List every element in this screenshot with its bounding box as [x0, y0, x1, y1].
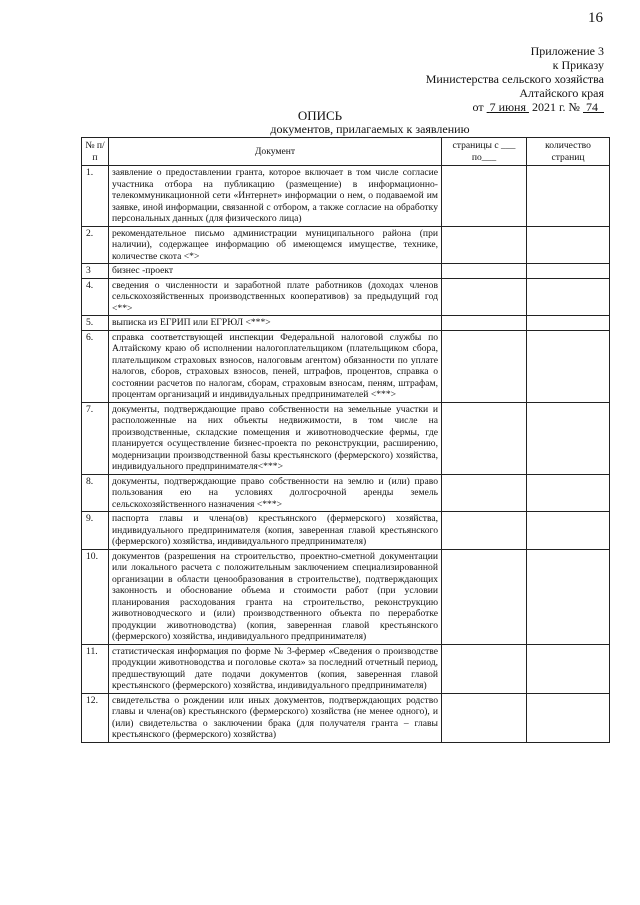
row-number: 6.: [82, 330, 109, 402]
row-number: 5.: [82, 316, 109, 331]
row-pages: [442, 166, 527, 227]
row-page-count: [527, 330, 610, 402]
table-row: [82, 693, 610, 742]
table-row: [82, 278, 610, 316]
row-page-count: [527, 264, 610, 279]
table-header-row: [82, 138, 610, 166]
table-row: [82, 330, 610, 402]
row-document: документов (разрешения на строительство, проектно-сметной документации или локального расчета с положительным заключением специализированной организации в области ценообразования в строительстве), подтверждающих законность и обоснование объема и стоимости работ (при условии планирования расходования гранта на строительство, реконструкцию животноводческого и (или) производственного объекта по переработке продукции животноводства) (копия, заверенная главой крестьянского (фермерского) хозяйства, индивидуального предпринимателя): [109, 549, 442, 644]
appendix-header: [304, 44, 604, 114]
table-row: [82, 264, 610, 279]
row-pages: [442, 316, 527, 331]
table-row: [82, 644, 610, 693]
order-number: 74: [586, 100, 598, 114]
appendix-line-3: Министерства сельского хозяйства: [425, 72, 604, 86]
table-row: [82, 166, 610, 227]
row-document: документы, подтверждающие право собственности на землю и (или) право пользования ею на условиях долгосрочной аренды земель сельскохозяйственного назначения <***>: [109, 474, 442, 512]
row-document: статистическая информация по форме № 3-фермер «Сведения о производстве продукции животноводства и поголовье скота» за последний отчетный период, предшествующий дате подачи документов (копия, заверенная главой крестьянского (фермерского) хозяйства, индивидуального предпринимателя): [109, 644, 442, 693]
date-day-month: 7 июня: [489, 100, 526, 114]
header-num: № п/п: [82, 138, 109, 166]
row-document: выписка из ЕГРИП или ЕГРЮЛ <***>: [109, 316, 442, 331]
row-document: паспорта главы и члена(ов) крестьянского (фермерского) хозяйства, индивидуального предпринимателя (копия, заверенная главой крестьянского (фермерского) хозяйства, индивидуального предпринимателя): [109, 512, 442, 550]
row-number: 2.: [82, 226, 109, 264]
header-page-count: количество страниц: [527, 138, 610, 166]
row-page-count: [527, 226, 610, 264]
row-number: 1.: [82, 166, 109, 227]
row-document: документы, подтверждающие право собственности на земельные участки и расположенные на них объекты недвижимости, в том числе на производственные, складские помещения и животноводческие фермы, где планируется осуществление бизнес-проекта по реконструкции, расширению, модернизации производственной базы крестьянского (фермерского) хозяйства, индивидуального предпринимателя<***>: [109, 402, 442, 474]
row-pages: [442, 693, 527, 742]
table-row: [82, 226, 610, 264]
row-pages: [442, 264, 527, 279]
row-page-count: [527, 693, 610, 742]
row-pages: [442, 278, 527, 316]
table-row: [82, 474, 610, 512]
date-prefix: от: [472, 100, 484, 114]
row-page-count: [527, 512, 610, 550]
appendix-line-4: Алтайского края: [519, 86, 604, 100]
date-year: 2021 г.: [531, 100, 566, 114]
document-subtitle: документов, прилагаемых к заявлению: [270, 122, 470, 136]
row-pages: [442, 512, 527, 550]
table-row: [82, 512, 610, 550]
page-number: 16: [588, 10, 603, 26]
table-row: [82, 402, 610, 474]
number-prefix: №: [568, 100, 580, 114]
row-number: 8.: [82, 474, 109, 512]
row-number: 9.: [82, 512, 109, 550]
row-page-count: [527, 402, 610, 474]
row-page-count: [527, 278, 610, 316]
row-page-count: [527, 474, 610, 512]
row-pages: [442, 474, 527, 512]
row-document: сведения о численности и заработной плате работников (доходах членов сельскохозяйственных производственных кооперативов) за предыдущий год <**>: [109, 278, 442, 316]
row-document: рекомендательное письмо администрации муниципального района (при наличии), содержащее информацию об имеющемся имуществе, технике, количестве скота <*>: [109, 226, 442, 264]
row-document: бизнес -проект: [109, 264, 442, 279]
row-number: 10.: [82, 549, 109, 644]
appendix-line-2: к Приказу: [552, 58, 604, 72]
row-number: 12.: [82, 693, 109, 742]
row-pages: [442, 644, 527, 693]
row-page-count: [527, 644, 610, 693]
table-row: [82, 549, 610, 644]
row-pages: [442, 549, 527, 644]
table-row: [82, 316, 610, 331]
row-page-count: [527, 316, 610, 331]
row-document: заявление о предоставлении гранта, которое включает в том числе согласие участника отбора на публикацию (размещение) в информационно-телекоммуникационной сети «Интернет» информации о нем, о подаваемой им заявке, иной информации, связанной с отбором, а также согласие на обработку персональных данных (для физического лица): [109, 166, 442, 227]
appendix-line-1: Приложение 3: [530, 44, 604, 58]
document-title: ОПИСЬ: [297, 108, 343, 123]
row-number: 11.: [82, 644, 109, 693]
row-number: 4.: [82, 278, 109, 316]
row-number: 7.: [82, 402, 109, 474]
row-pages: [442, 330, 527, 402]
row-pages: [442, 226, 527, 264]
row-number: 3: [82, 264, 109, 279]
row-pages: [442, 402, 527, 474]
header-pages: страницы с ___ по___: [442, 138, 527, 166]
row-page-count: [527, 549, 610, 644]
row-document: свидетельства о рождении или иных документов, подтверждающих родство главы и члена(ов) крестьянского (фермерского) хозяйства (не менее одного), и (или) свидетельства о заключении брака (для получателя гранта – главы крестьянского (фермерского) хозяйства): [109, 693, 442, 742]
row-document: справка соответствующей инспекции Федеральной налоговой службы по Алтайскому краю об исполнении налогоплательщиком (плательщиком сбора, плательщиком страховых взносов, налоговым агентом) обязанности по уплате налогов, сборов, страховых взносов, пеней, штрафов, процентов, справка о состоянии расчетов по налогам, сборам, страховым взносам, пеням, штрафам, процентам организаций и индивидуальных предпринимателей <***>: [109, 330, 442, 402]
documents-table: [81, 137, 610, 743]
header-document: Документ: [109, 138, 442, 166]
row-page-count: [527, 166, 610, 227]
